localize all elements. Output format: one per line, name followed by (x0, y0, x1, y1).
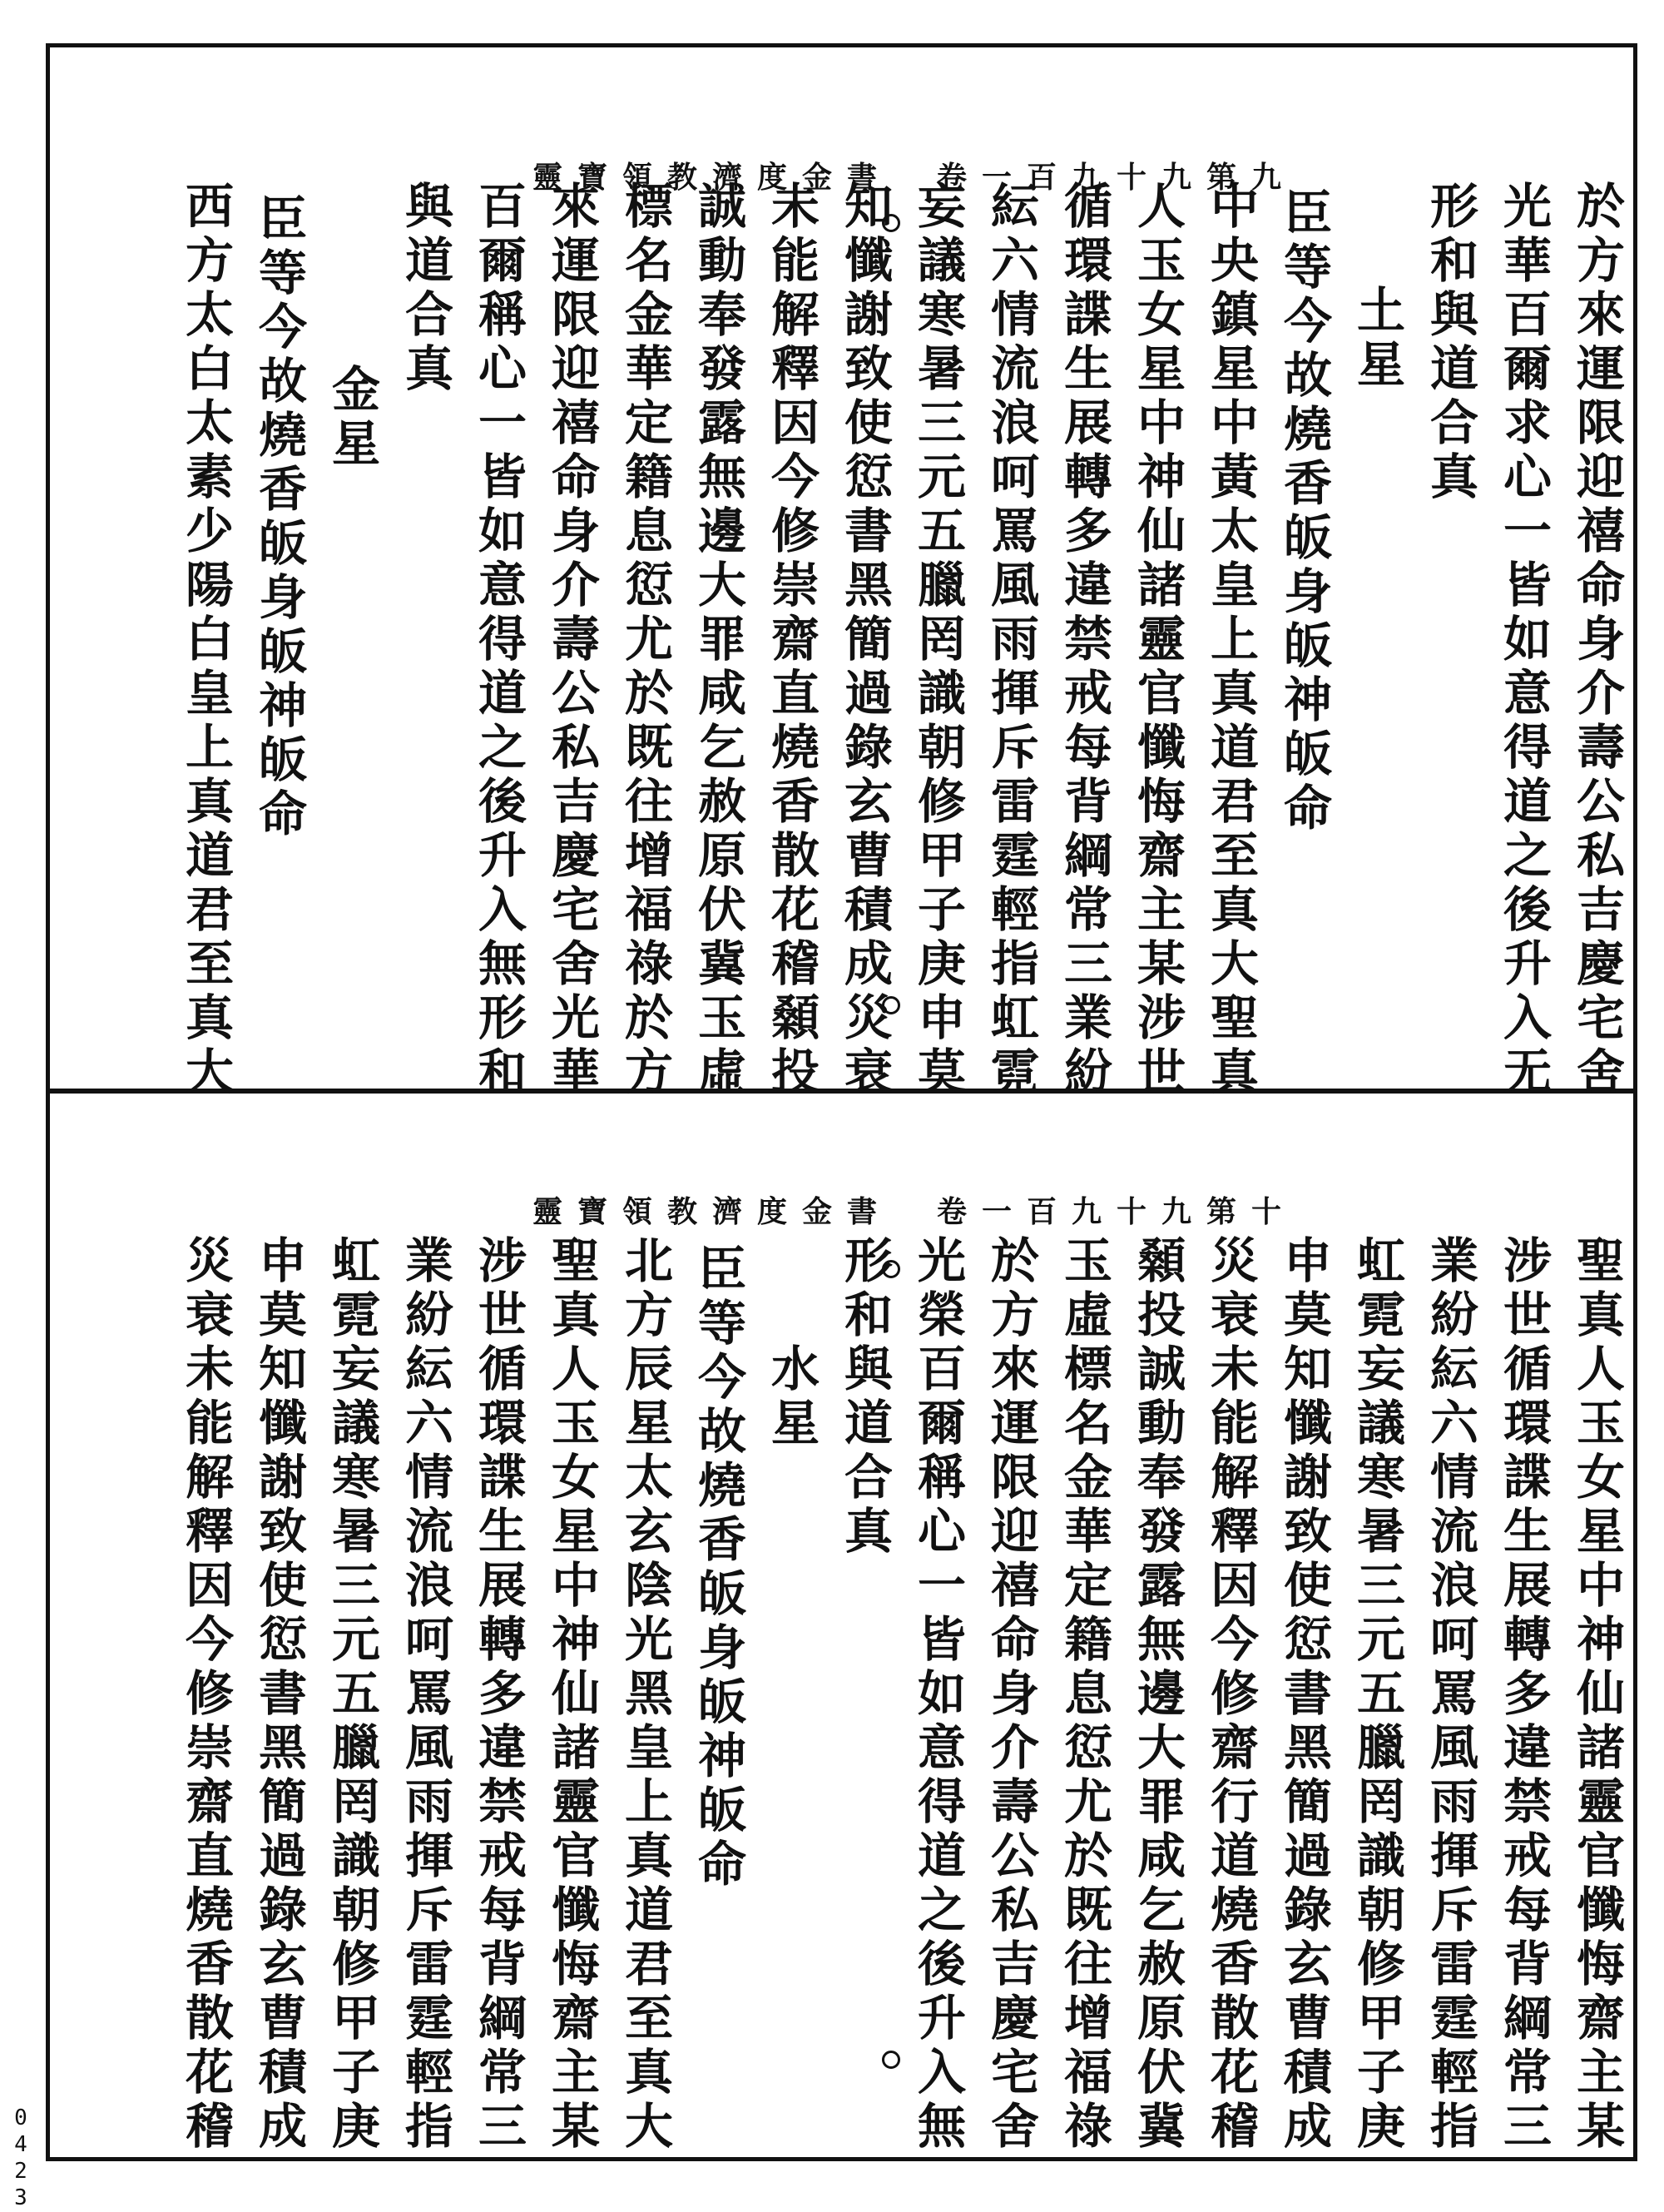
text-column: 土星 (1349, 285, 1405, 393)
top-page (50, 47, 1633, 1100)
text-column: 形和與道合真 (1422, 181, 1478, 505)
text-column: 來運限迎禧命身介壽公私吉慶宅舍光華 (543, 181, 600, 1100)
text-column: 與道合真 (397, 181, 453, 397)
text-column: 災衰未能解釋因今修崇齋直燒香散花稽 (177, 1235, 234, 2155)
text-column: 妄議寒暑三元五臘罔識朝修甲子庚申莫 (909, 181, 966, 1100)
bottom-page (50, 1094, 1633, 2157)
text-column: 光華百爾求心一皆如意得道之後升入无 (1495, 181, 1552, 1100)
top-page-header: 靈寶領教濟度金書 卷一百九十九第九 (532, 160, 1297, 195)
text-column: 光榮百爾稱心一皆如意得道之後升入無 (909, 1235, 966, 2155)
text-column: 涉世循環諜生展轉多違禁戒每背綱常三 (1495, 1235, 1552, 2155)
text-column: 業紛紜六情流浪呵罵風雨揮斥雷霆輕指 (1422, 1235, 1478, 2155)
text-column: 人玉女星中神仙諸靈官懺悔齋主某涉世 (1129, 181, 1186, 1100)
punctuation-circle (882, 1260, 900, 1278)
text-column: 虹霓妄議寒暑三元五臘罔識朝修甲子庚 (324, 1235, 380, 2155)
text-column: 標名金華定籍息愆尤於既往增福祿於方 (617, 181, 673, 1100)
text-column: 顙投誠動奉發露無邊大罪咸乞赦原伏冀 (1129, 1235, 1186, 2155)
text-column: 臣等今故燒香皈身皈神皈命 (1275, 187, 1332, 836)
text-column: 西方太白太素少陽白皇上真道君至真大 (177, 181, 234, 1100)
text-column: 虹霓妄議寒暑三元五臘罔識朝修甲子庚 (1349, 1235, 1405, 2155)
punctuation-circle (882, 2051, 900, 2069)
text-column: 知懺謝致使愆書黑簡過錄玄曹積成災衰 (836, 181, 893, 1100)
text-column: 於方來運限迎禧命身介壽公私吉慶宅舍 (1568, 181, 1625, 1100)
text-column: 玉虛標名金華定籍息愆尤於既往增福祿 (1056, 1235, 1112, 2155)
text-column: 循環諜生展轉多違禁戒每背綱常三業紛 (1056, 181, 1112, 1100)
text-column: 申莫知懺謝致使愆書黑簡過錄玄曹積成 (1275, 1235, 1332, 2155)
text-column: 業紛紜六情流浪呵罵風雨揮斥雷霆輕指 (397, 1235, 453, 2155)
text-column: 北方辰星太玄陰光黑皇上真道君至真大 (617, 1235, 673, 2155)
text-column: 涉世循環諜生展轉多違禁戒每背綱常三 (470, 1235, 527, 2155)
text-column: 於方來運限迎禧命身介壽公私吉慶宅舍 (983, 1235, 1039, 2155)
text-column: 水星 (763, 1343, 820, 1451)
text-column: 臣等今故燒香皈身皈神皈命 (690, 1243, 746, 1892)
text-column: 中央鎮星中黃太皇上真道君至真大聖真 (1202, 181, 1259, 1100)
text-column: 金星 (324, 364, 380, 472)
text-column: 誠動奉發露無邊大罪咸乞赦原伏冀玉虛 (690, 181, 746, 1100)
punctuation-circle (882, 214, 900, 232)
text-column: 申莫知懺謝致使愆書黑簡過錄玄曹積成 (250, 1235, 307, 2155)
text-column: 聖真人玉女星中神仙諸靈官懺悔齋主某 (543, 1235, 600, 2155)
text-column: 聖真人玉女星中神仙諸靈官懺悔齋主某 (1568, 1235, 1625, 2155)
text-column: 形和與道合真 (836, 1235, 893, 1560)
text-column: 紜六情流浪呵罵風雨揮斥雷霆輕指虹霓 (983, 181, 1039, 1100)
text-column: 災衰未能解釋因今修齋行道燒香散花稽 (1202, 1235, 1259, 2155)
bottom-page-header: 靈寶領教濟度金書 卷一百九十九第十 (532, 1194, 1297, 1229)
text-column: 百爾稱心一皆如意得道之後升入無形和 (470, 181, 527, 1100)
page-number: 0423 (8, 2105, 33, 2212)
punctuation-circle (882, 996, 900, 1014)
text-column: 臣等今故燒香皈身皈神皈命 (250, 193, 307, 842)
text-column: 未能解釋因今修崇齋直燒香散花稽顙投 (763, 181, 820, 1100)
